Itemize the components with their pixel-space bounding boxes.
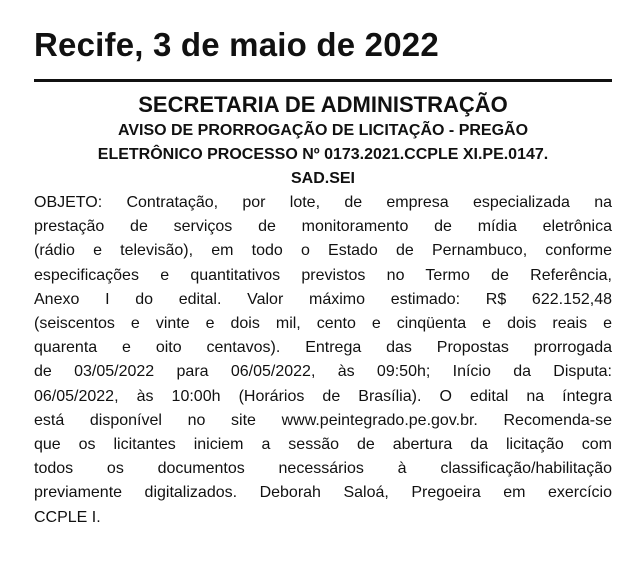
notice-body — [34, 191, 612, 530]
body-line: previamente digitalizados. Deborah Saloá, Pregoeira em exercício — [34, 484, 612, 502]
body-line: todos os documentos necessários à classificação/habilitação — [34, 460, 612, 478]
notice-heading-line: AVISO DE PRORROGAÇÃO DE LICITAÇÃO - PREGÃO — [117, 122, 529, 139]
notice-heading-line: SAD.SEI — [290, 170, 355, 187]
body-line: (rádio e televisão), em todo o Estado de Pernambuco, conforme — [34, 242, 612, 260]
body-line: está disponível no site www.peintegrado.pe.gov.br. Recomenda-se — [34, 411, 612, 429]
body-line: de 03/05/2022 para 06/05/2022, às 09:50h; Início da Disputa: — [34, 363, 612, 381]
header-divider — [34, 79, 612, 82]
body-line: CCPLE I. — [34, 508, 101, 526]
notice-block — [34, 91, 612, 530]
notice-heading — [34, 119, 612, 191]
section-title: SECRETARIA DE ADMINISTRAÇÃO — [138, 92, 508, 117]
notice-heading-line: ELETRÔNICO PROCESSO Nº 0173.2021.CCPLE XI.PE.0147. — [97, 146, 549, 163]
body-line: quarenta e oito centavos). Entrega das Propostas prorrogada — [34, 339, 612, 357]
body-line: OBJETO: Contratação, por lote, de empresa especializada na — [34, 194, 612, 211]
page-date-header: Recife, 3 de maio de 2022 — [34, 26, 439, 63]
body-line: 06/05/2022, às 10:00h (Horários de Brasília). O edital na íntegra — [34, 387, 612, 405]
body-line: (seiscentos e vinte e dois mil, cento e cinqüenta e dois reais e — [34, 315, 612, 333]
body-line: prestação de serviços de monitoramento de mídia eletrônica — [34, 218, 612, 236]
body-line: que os licitantes iniciem a sessão de abertura da licitação com — [34, 436, 612, 454]
body-line: Anexo I do edital. Valor máximo estimado: R$ 622.152,48 — [34, 290, 612, 308]
body-line: especificações e quantitativos previstos no Termo de Referência, — [34, 266, 612, 284]
